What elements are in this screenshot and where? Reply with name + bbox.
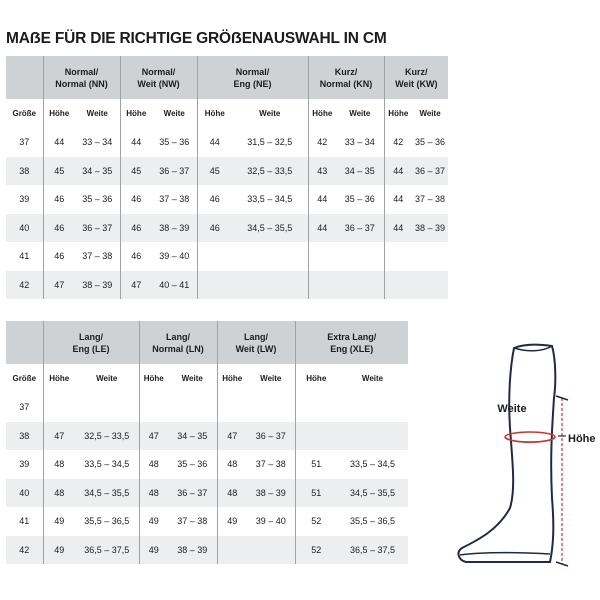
height-cell: 42 [393, 137, 404, 148]
height-cell: 45 [120, 157, 152, 186]
width-cell: 36 – 37 [412, 157, 448, 186]
width-cell: 40 – 41 [152, 271, 197, 300]
height-cell: 44 [54, 137, 65, 148]
height-cell [217, 393, 247, 422]
size-cell: 37 [6, 393, 43, 422]
width-label: Weite [497, 403, 527, 415]
height-cell: 42 [317, 137, 328, 148]
height-label: Höhe [568, 433, 596, 445]
height-cell: 47 [120, 271, 152, 300]
width-cell: 31,5 – 32,5 [232, 128, 308, 157]
group-header: Normal/ Normal (NN) [43, 56, 120, 99]
width-cell: 38 – 39 [168, 536, 217, 565]
width-cell: 36 – 37 [336, 214, 384, 243]
height-cell [295, 393, 337, 422]
height-column-header: Höhe [120, 99, 152, 128]
width-cell: 32,5 – 33,5 [232, 157, 308, 186]
group-header: Extra Lang/ Eng (XLE) [295, 321, 408, 364]
size-cell: 37 [6, 128, 43, 157]
height-cell: 44 [308, 214, 336, 243]
width-cell: 35 – 36 [152, 128, 197, 157]
width-cell: 36 – 37 [75, 214, 120, 243]
width-cell: 37 – 38 [415, 194, 446, 205]
corner-cell [6, 321, 43, 364]
size-cell: 40 [6, 214, 43, 243]
size-cell: 38 [6, 157, 43, 186]
width-cell: 38 – 39 [247, 479, 295, 508]
width-cell [247, 536, 295, 565]
width-cell [337, 422, 408, 451]
height-cell: 45 [43, 157, 75, 186]
width-cell: 36 – 37 [247, 422, 295, 451]
height-cell: 46 [197, 214, 232, 243]
width-column-header: Weite [337, 364, 408, 393]
width-cell [337, 393, 408, 422]
height-cell: 46 [43, 214, 75, 243]
height-column-header: Höhe [43, 99, 75, 128]
height-cell: 47 [43, 422, 75, 451]
width-cell [247, 393, 295, 422]
width-cell [232, 271, 308, 300]
height-column-header: Höhe [197, 99, 232, 128]
width-column-header: Weite [75, 99, 120, 128]
height-cell: 44 [209, 137, 220, 148]
size-cell: 42 [6, 271, 43, 300]
height-cell: 52 [311, 516, 322, 527]
width-column-header: Weite [152, 99, 197, 128]
width-cell: 38 – 39 [75, 271, 120, 300]
width-cell [336, 271, 384, 300]
width-cell: 35,5 – 36,5 [350, 516, 396, 527]
height-cell [308, 271, 336, 300]
width-cell: 33,5 – 34,5 [75, 450, 139, 479]
width-cell: 35,5 – 36,5 [75, 507, 139, 536]
corner-cell [6, 56, 43, 99]
height-cell: 48 [139, 479, 168, 508]
size-cell: 39 [6, 450, 43, 479]
height-column-header: Höhe [43, 364, 75, 393]
width-cell: 34 – 35 [168, 422, 217, 451]
height-cell: 46 [54, 194, 65, 205]
height-column-header: Höhe [295, 364, 337, 393]
height-cell: 47 [139, 422, 168, 451]
table-row [6, 157, 448, 186]
width-cell: 34 – 35 [75, 157, 120, 186]
height-cell: 48 [148, 459, 159, 470]
table-row [6, 242, 448, 271]
height-cell: 44 [131, 137, 142, 148]
width-cell: 36,5 – 37,5 [337, 536, 408, 565]
height-cell [384, 242, 412, 271]
table-row [6, 422, 408, 451]
width-cell: 35 – 36 [415, 137, 446, 148]
width-cell: 34 – 35 [336, 157, 384, 186]
height-cell [217, 536, 247, 565]
size-column-header: Größe [6, 99, 43, 128]
width-cell: 33,5 – 34,5 [350, 459, 396, 470]
height-cell: 49 [227, 516, 238, 527]
group-header: Lang/ Eng (LE) [43, 321, 139, 364]
width-cell [336, 242, 384, 271]
table-row [6, 479, 408, 508]
width-cell: 33,5 – 34,5 [232, 185, 308, 214]
table-row [6, 185, 448, 214]
table-row [6, 393, 408, 422]
page-title: MAẞE FÜR DIE RICHTIGE GRÖẞENAUSWAHL IN CM [6, 30, 387, 47]
size-column-header: Größe [6, 364, 43, 393]
height-cell: 49 [43, 536, 75, 565]
width-column-header: Weite [336, 99, 384, 128]
width-cell: 36 – 37 [152, 157, 197, 186]
width-cell: 35 – 36 [75, 185, 120, 214]
height-cell [295, 422, 337, 451]
width-cell: 37 – 38 [247, 450, 295, 479]
size-cell: 42 [6, 536, 43, 565]
size-cell: 40 [6, 479, 43, 508]
height-cell: 46 [54, 251, 65, 262]
width-cell: 37 – 38 [75, 242, 120, 271]
height-cell: 46 [131, 251, 142, 262]
width-cell: 34,5 – 35,5 [75, 479, 139, 508]
height-cell: 45 [197, 157, 232, 186]
width-cell [412, 242, 448, 271]
table-row [6, 536, 408, 565]
size-cell: 38 [6, 422, 43, 451]
size-table-1 [6, 56, 448, 299]
height-cell: 51 [295, 479, 337, 508]
height-cell: 48 [217, 479, 247, 508]
width-cell: 35 – 36 [168, 450, 217, 479]
size-cell: 41 [6, 507, 43, 536]
height-cell: 46 [131, 194, 142, 205]
width-cell: 36 – 37 [168, 479, 217, 508]
table-row [6, 507, 408, 536]
width-cell: 39 – 40 [247, 507, 295, 536]
height-cell: 44 [384, 214, 412, 243]
height-cell: 46 [209, 194, 220, 205]
height-cell: 52 [295, 536, 337, 565]
size-cell: 39 [6, 185, 43, 214]
width-cell: 34,5 – 35,5 [232, 214, 308, 243]
height-cell: 44 [317, 194, 328, 205]
height-column-header: Höhe [139, 364, 168, 393]
height-cell [384, 271, 412, 300]
boot-icon [459, 345, 556, 562]
group-header: Lang/ Weit (LW) [217, 321, 295, 364]
height-column-header: Höhe [308, 99, 336, 128]
height-column-header: Höhe [384, 99, 412, 128]
width-cell: 37 – 38 [168, 507, 217, 536]
boot-measurement-diagram [452, 338, 600, 574]
width-column-header: Weite [168, 364, 217, 393]
height-cell: 44 [393, 194, 404, 205]
width-cell [75, 393, 139, 422]
width-cell: 38 – 39 [412, 214, 448, 243]
height-cell: 49 [139, 536, 168, 565]
height-cell: 47 [43, 271, 75, 300]
height-cell: 51 [311, 459, 322, 470]
width-cell: 38 – 39 [152, 214, 197, 243]
width-column-header: Weite [412, 99, 448, 128]
width-cell: 32,5 – 33,5 [75, 422, 139, 451]
height-cell [43, 393, 75, 422]
height-cell: 47 [217, 422, 247, 451]
group-header: Normal/ Eng (NE) [197, 56, 308, 99]
height-cell: 48 [43, 479, 75, 508]
width-cell: 34,5 – 35,5 [337, 479, 408, 508]
group-header: Kurz/ Weit (KW) [384, 56, 448, 99]
height-cell: 46 [120, 214, 152, 243]
group-header: Normal/ Weit (NW) [120, 56, 197, 99]
width-cell [232, 242, 308, 271]
table-row [6, 214, 448, 243]
width-column-header: Weite [232, 99, 308, 128]
height-cell [197, 242, 232, 271]
height-cell [197, 271, 232, 300]
height-cell: 43 [308, 157, 336, 186]
width-column-header: Weite [247, 364, 295, 393]
height-cell [308, 242, 336, 271]
size-cell: 41 [6, 242, 43, 271]
width-cell: 35 – 36 [336, 185, 384, 214]
size-table-2 [6, 321, 408, 564]
width-cell: 36,5 – 37,5 [75, 536, 139, 565]
width-cell: 33 – 34 [75, 128, 120, 157]
width-cell [412, 271, 448, 300]
width-cell [168, 393, 217, 422]
width-cell: 37 – 38 [152, 185, 197, 214]
table-row [6, 271, 448, 300]
height-cell: 48 [227, 459, 238, 470]
height-column-header: Höhe [217, 364, 247, 393]
height-cell: 44 [384, 157, 412, 186]
table-row [6, 450, 408, 479]
height-cell: 48 [54, 459, 65, 470]
group-header: Lang/ Normal (LN) [139, 321, 217, 364]
table-row [6, 128, 448, 157]
group-header: Kurz/ Normal (KN) [308, 56, 384, 99]
width-cell: 33 – 34 [336, 128, 384, 157]
width-column-header: Weite [75, 364, 139, 393]
height-cell: 49 [148, 516, 159, 527]
height-cell: 49 [54, 516, 65, 527]
height-measure-line [556, 396, 568, 566]
height-cell [139, 393, 168, 422]
width-cell: 39 – 40 [152, 242, 197, 271]
